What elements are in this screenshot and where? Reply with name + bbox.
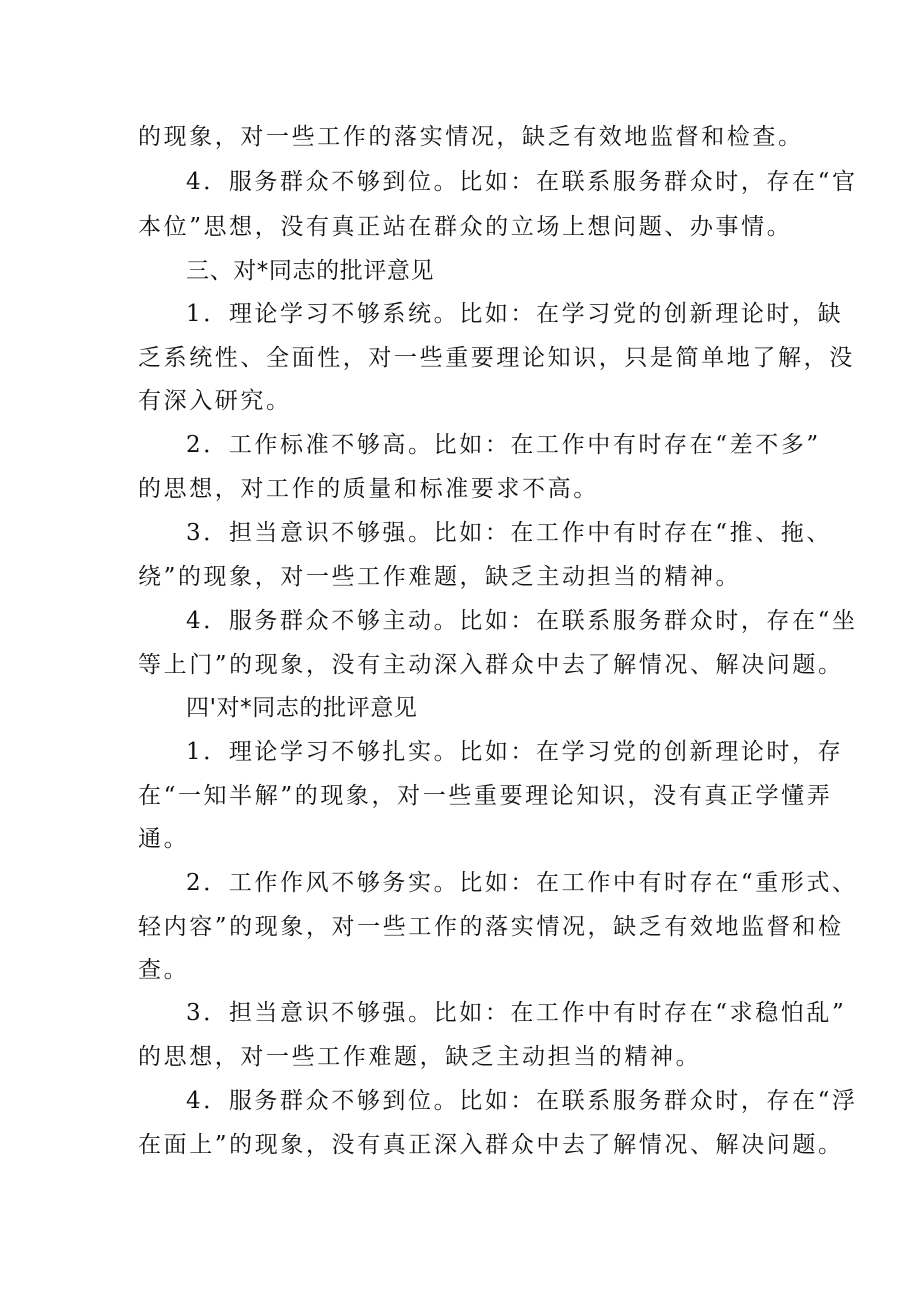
text-line: 在“一知半解”的现象，对一些重要理论知识，没有真正学懂弄 (138, 783, 833, 809)
text-line: 轻内容”的现象，对一些工作的落实情况，缺乏有效地监督和检 (138, 914, 844, 940)
text-line: 绕”的现象，对一些工作难题，缺乏主动担当的精神。 (138, 564, 742, 590)
text-line: 的思想，对一些工作难题，缺乏主动担当的精神。 (138, 1044, 702, 1070)
section-heading-3: 三、对*同志的批评意见 (186, 258, 435, 284)
list-item-line: 4．服务群众不够主动。比如：在联系服务群众时，存在“坐 (186, 608, 858, 634)
list-item-line: 1．理论学习不够系统。比如：在学习党的创新理论时，缺 (186, 301, 844, 327)
list-item-line: 4．服务群众不够到位。比如：在联系服务群众时，存在“浮 (186, 1088, 858, 1114)
text-line: 的思想，对工作的质量和标准要求不高。 (138, 476, 599, 502)
text-line: 有深入研究。 (138, 388, 292, 414)
list-item-line: 3．担当意识不够强。比如：在工作中有时存在“求稳怕乱” (186, 1000, 847, 1026)
text-line: 乏系统性、全面性，对一些重要理论知识，只是简单地了解，没 (138, 345, 855, 371)
list-item-line: 4．服务群众不够到位。比如：在联系服务群众时，存在“官 (186, 169, 858, 195)
text-line: 查。 (138, 957, 190, 983)
list-item-line: 3．担当意识不够强。比如：在工作中有时存在“推、拖、 (186, 520, 832, 546)
text-line: 本位”思想，没有真正站在群众的立场上想问题、办事情。 (138, 214, 793, 240)
text-line: 的现象，对一些工作的落实情况，缺乏有效地监督和检查。 (138, 124, 804, 150)
section-heading-4: 四'对*同志的批评意见 (186, 695, 418, 721)
list-item-line: 2．工作作风不够务实。比如：在工作中有时存在“重形式、 (186, 870, 858, 896)
text-line: 通。 (138, 826, 190, 852)
text-line: 等上门”的现象，没有主动深入群众中去了解情况、解决问题。 (138, 652, 844, 678)
list-item-line: 1．理论学习不够扎实。比如：在学习党的创新理论时，存 (186, 739, 844, 765)
list-item-line: 2．工作标准不够高。比如：在工作中有时存在“差不多” (186, 432, 821, 458)
text-line: 在面上”的现象，没有真正深入群众中去了解情况、解决问题。 (138, 1132, 844, 1158)
